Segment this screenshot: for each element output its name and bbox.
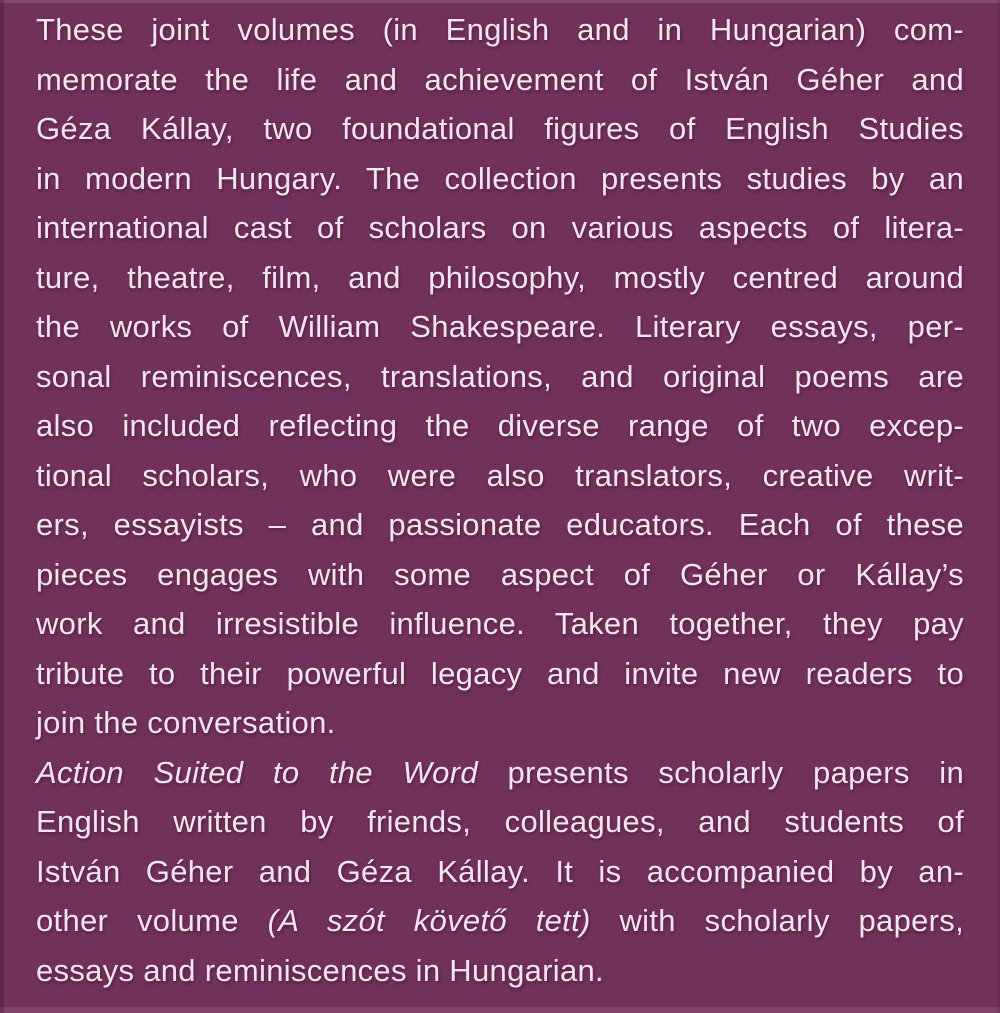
blurb-segment: ture, theatre, film, and philosophy, mostly centred around xyxy=(36,259,964,295)
blurb-segment: memorate the life and achievement of István Géher and xyxy=(36,61,964,97)
blurb-segment: Géza Kállay, two foundational figures of English Studies xyxy=(36,111,964,146)
blurb-segment: work and irresistible influence. Taken together, they pay xyxy=(36,606,964,641)
blurb-line xyxy=(36,55,964,105)
blurb-segment: sonal reminiscences, translations, and original poems are xyxy=(36,358,964,394)
blurb-segment: international cast of scholars on various aspects of litera- xyxy=(36,210,964,245)
blurb-line xyxy=(36,698,964,748)
blurb-segment-italic: Action Suited to the Word xyxy=(36,754,478,790)
blurb-segment: the works of William Shakespeare. Literary essays, per- xyxy=(36,309,964,344)
blurb-line xyxy=(36,203,964,253)
blurb-segment: tional scholars, who were also translators, creative writ- xyxy=(36,457,964,493)
blurb-line xyxy=(36,451,964,501)
blurb-segment: other volume xyxy=(36,903,268,938)
blurb-segment-italic: (A szót követő tett) xyxy=(267,903,591,938)
blurb-line xyxy=(36,649,964,699)
blurb-line xyxy=(36,797,964,847)
blurb-line xyxy=(36,847,964,897)
blurb-segment: in modern Hungary. The collection presents studies by an xyxy=(36,160,964,196)
blurb-line xyxy=(36,302,964,352)
blurb-line xyxy=(36,104,964,154)
blurb-segment: István Géher and Géza Kállay. It is accompanied by an- xyxy=(36,853,964,889)
blurb-line xyxy=(36,550,964,600)
blurb-line xyxy=(36,946,964,996)
blurb-text xyxy=(0,5,1000,995)
blurb-line xyxy=(36,5,964,55)
bottom-edge-highlight xyxy=(0,1007,1000,1013)
blurb-segment: English written by friends, colleagues, and students of xyxy=(36,804,964,839)
blurb-line xyxy=(36,748,964,798)
blurb-line xyxy=(36,253,964,303)
blurb-line xyxy=(36,401,964,451)
blurb-segment: join the conversation. xyxy=(36,705,336,740)
blurb-segment: These joint volumes (in English and in Hungarian) com- xyxy=(36,12,964,47)
blurb-line xyxy=(36,154,964,204)
top-edge-highlight xyxy=(0,0,1000,3)
blurb-line xyxy=(36,599,964,649)
blurb-segment: essays and reminiscences in Hungarian. xyxy=(36,952,604,988)
blurb-segment: presents scholarly papers in xyxy=(477,754,964,790)
blurb-segment: pieces engages with some aspect of Géher or Kállay’s xyxy=(36,556,964,592)
blurb-segment: tribute to their powerful legacy and invite new readers to xyxy=(36,655,964,691)
blurb-segment: ers, essayists – and passionate educators. Each of these xyxy=(36,507,964,542)
blurb-line xyxy=(36,352,964,402)
blurb-segment: also included reflecting the diverse range of two excep- xyxy=(36,408,964,443)
blurb-line xyxy=(36,896,964,946)
blurb-line xyxy=(36,500,964,550)
blurb-segment: with scholarly papers, xyxy=(590,903,965,938)
